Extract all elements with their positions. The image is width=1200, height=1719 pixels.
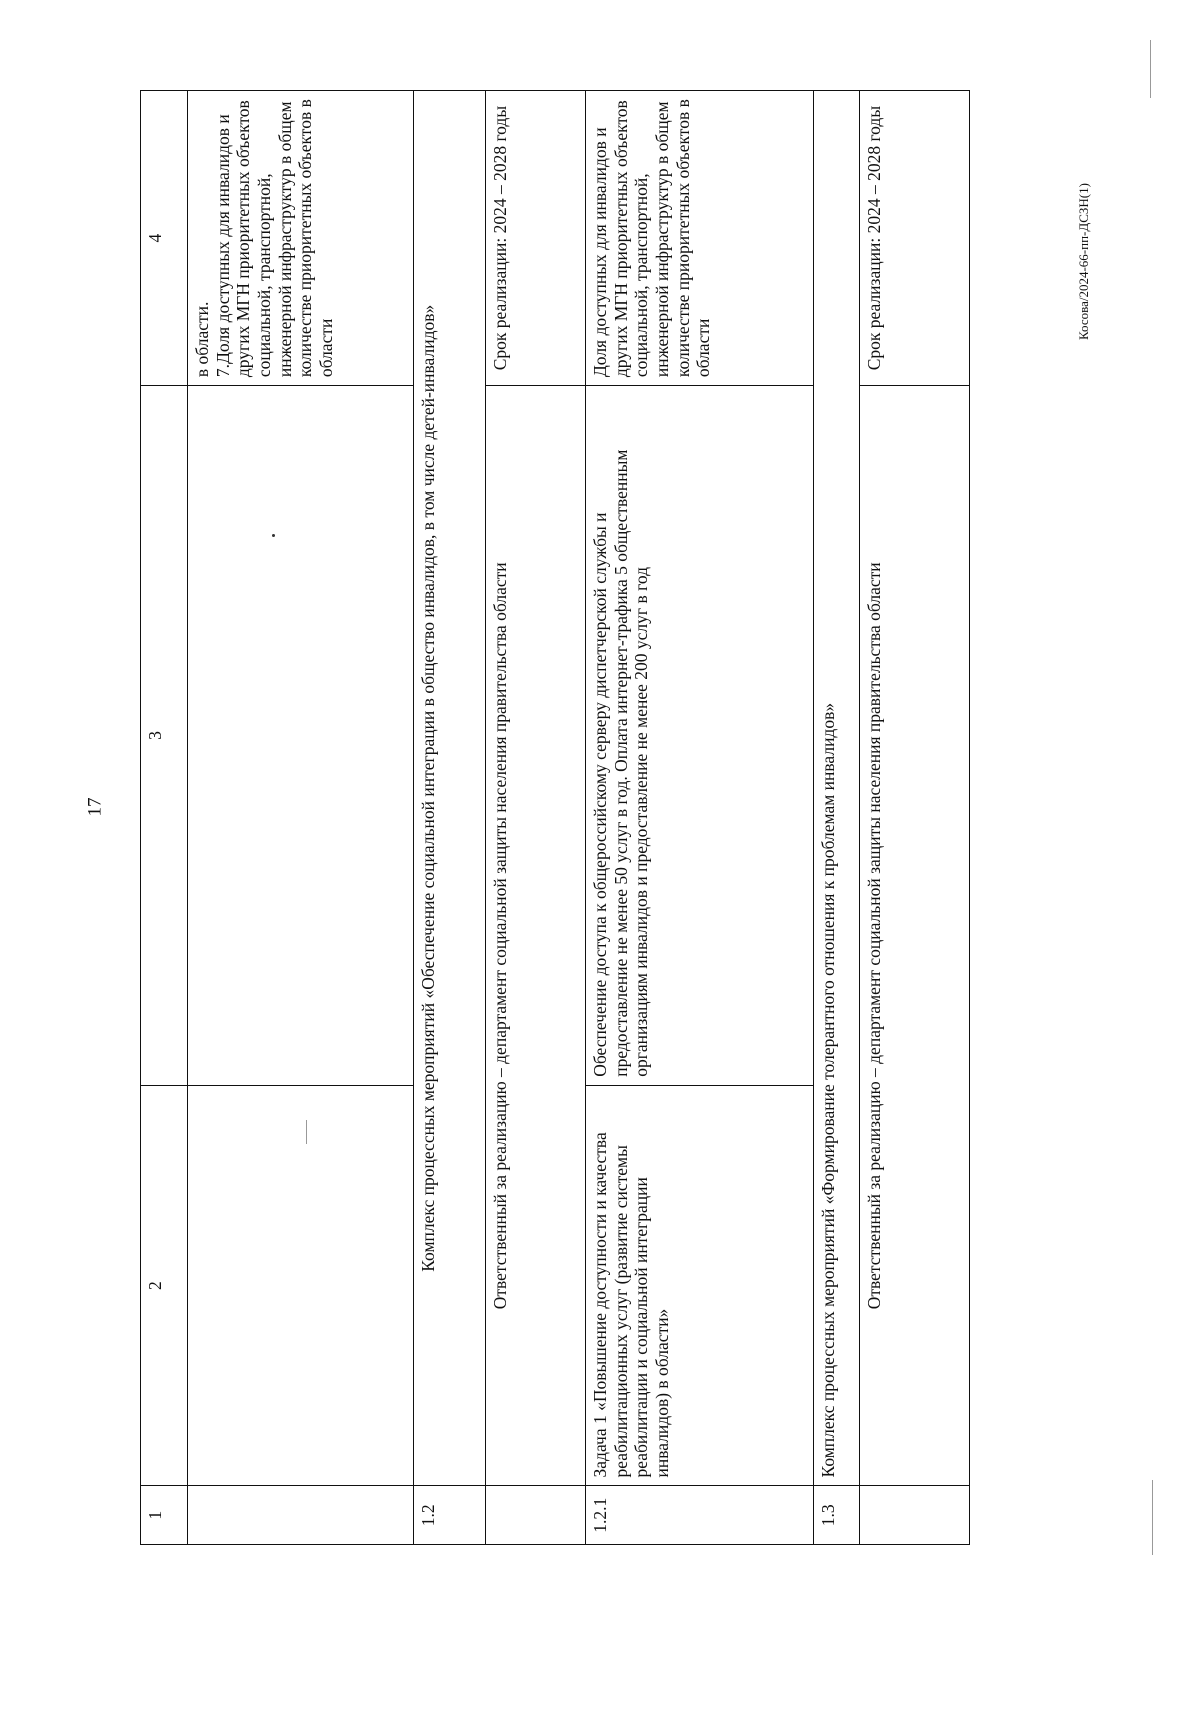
header-col-4: 4: [141, 91, 188, 386]
cell-num-empty: [188, 1486, 414, 1545]
term-1-3: Срок реализации: 2024 – 2028 годы: [860, 91, 970, 386]
task-1-2-1: Задача 1 «Повышение доступности и качества реабилитационных услуг (развитие системы реабилитации и социальной интеграции инвалидов) в области»: [586, 1085, 814, 1486]
responsible-row-1-3: [860, 91, 970, 1545]
footer-document-code: Косова/2024-66-пп-ДСЗН(1): [1076, 183, 1091, 340]
table-header-row: [141, 91, 188, 1545]
section-number-1-2: 1.2: [414, 1486, 486, 1545]
margin-line-top: [1150, 40, 1151, 98]
margin-line-bottom: [1152, 1480, 1153, 1555]
program-table: [140, 90, 970, 1545]
section-row-1-2: [414, 91, 486, 1545]
responsible-1-3: Ответственный за реализацию – департамент социальной защиты населения правительства области: [860, 386, 970, 1486]
cell-indicator-continuation: в области. 7.Доля доступных для инвалидов и других МГН приоритетных объектов социальной, транспортной, инженерной инфраструктур в общем количестве приоритетных объектов в области: [188, 91, 414, 386]
cell-empty: [860, 1486, 970, 1545]
measures-1-2-1: Обеспечение доступа к общероссийскому серверу диспетчерской службы и предоставление не менее 50 услуг в год. Оплата интернет-трафика 5 общественным организациям инвалидов и предоставление не менее 200 услуг в год: [586, 386, 814, 1086]
section-title-1-3: Комплекс процессных мероприятий «Формирование толерантного отношения к проблемам инвалидов»: [814, 91, 860, 1486]
cell-empty: [486, 1486, 586, 1545]
term-1-2: Срок реализации: 2024 – 2028 годы: [486, 91, 586, 386]
header-col-1: 1: [141, 1486, 188, 1545]
cell-measures-empty: [188, 386, 414, 1086]
table-row-1-2-1: [586, 91, 814, 1545]
header-col-3: 3: [141, 386, 188, 1086]
stray-dot: [272, 534, 275, 537]
header-col-2: 2: [141, 1085, 188, 1486]
page-number: 17: [84, 797, 106, 817]
responsible-row-1-2: [486, 91, 586, 1545]
section-title-1-2: Комплекс процессных мероприятий «Обеспечение социальной интеграции в общество инвалидов, в том числе детей-инвалидов»: [414, 91, 486, 1486]
table-row-continuation: [188, 91, 414, 1545]
indicator-1-2-1: Доля доступных для инвалидов и других МГН приоритетных объектов социальной, транспортной, инженерной инфраструктур в общем количестве приоритетных объектов в области: [586, 91, 814, 386]
section-row-1-3: [814, 91, 860, 1545]
section-number-1-3: 1.3: [814, 1486, 860, 1545]
responsible-1-2: Ответственный за реализацию – департамент социальной защиты населения правительства области: [486, 386, 586, 1486]
rotated-document-sheet: [140, 90, 1060, 1545]
row-number-1-2-1: 1.2.1: [586, 1486, 814, 1545]
cell-task-empty: [188, 1085, 414, 1486]
